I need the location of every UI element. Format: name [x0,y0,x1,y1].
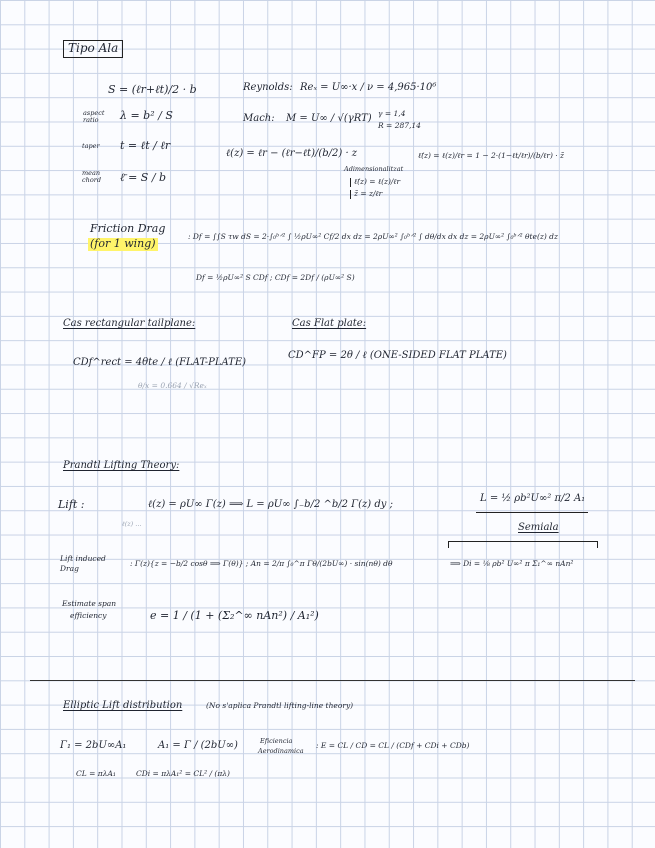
tailplane-heading: Cas rectangular tailplane: [63,318,196,329]
aero-efficiency-formula: : E = CL / CD = CL / (CDf + CDi + CDb) [316,741,470,750]
taper-formula: t = ℓt / ℓr [120,139,171,152]
mach-formula: M = U∞ / √(γRT) [286,113,372,124]
flat-plate-formula: CD^FP = 2θ / ℓ (ONE-SIDED FLAT PLATE) [288,350,507,361]
chord-law-formula: ℓ(z) = ℓr − (ℓr−ℓt)/(b/2) · z [226,148,358,159]
surface-formula: S = (ℓr+ℓt)/2 · b [108,83,197,96]
taper-label: taper [82,142,100,150]
total-lift-formula: L = ½ ρb²U∞² π/2 A₁ [480,493,586,504]
friction-drag-formula: : Df = ∫∫S τw dS = 2·∫₀ᵇᐟ² ∫ ½ρU∞² Cf/2 dx dz = 2ρU∞² ∫₀ᵇᐟ² ∫ dθ/dx dx dz = 2ρU∞² ∫₀ᵇᐟ² θte(z) dz [188,232,558,241]
reynolds-label: Reynolds: [243,82,293,93]
span-efficiency-label-2: efficiency [70,611,107,620]
induced-drag-label: Lift induced [60,554,106,563]
a1-formula: A₁ = Γ / (2bU∞) [158,740,238,751]
gas-constant-value: R = 287,14 [378,121,421,130]
adimensional-label: Adimensionalitzat [344,165,404,173]
lift-coefficient-formula: CL = πλA₁ [76,769,116,778]
induced-drag-result: ⟹ Di = ⅛ ρb² U∞² π Σ₁^∞ nAn² [450,559,574,568]
gamma-value: γ = 1,4 [378,109,406,118]
aspect-ratio-formula: λ = b² / S [120,109,173,122]
semiala-brace [448,541,598,548]
page-title: Tipo Ala [63,40,123,58]
adimensional-definition-chord: ℓ̃(z) = ℓ(z)/ℓr [350,178,400,187]
efficiency-label-2: Aerodinamica [258,747,304,755]
efficiency-label: Eficiencia [260,737,293,745]
lift-formula: ℓ(z) = ρU∞ Γ(z) ⟹ L = ρU∞ ∫₋b/2 ^b/2 Γ(z) dy ; [148,499,393,510]
prandtl-heading: Prandtl Lifting Theory: [63,460,180,471]
elliptic-note: (No s'aplica Prandtl lifting-line theory) [206,701,354,710]
induced-drag-label-2: Drag [60,564,79,573]
drag-coefficient-formula: Df = ½ρU∞² S CDf ; CDf = 2Df / (ρU∞² S) [196,273,355,282]
induced-drag-formula: : Γ(z){z = −b/2 cosθ ⟹ Γ(θ)} ; An = 2/π ∫₀^π Γθ/(2bU∞) · sin(nθ) dθ [130,559,393,568]
circulation-formula: Γ₁ = 2bU∞A₁ [60,740,127,751]
friction-drag-sublabel: (for 1 wing) [90,237,156,250]
mean-chord-label: mean chord [82,169,102,185]
span-efficiency-formula: e = 1 / (1 + (Σ₂^∞ nAn²) / A₁²) [150,609,319,622]
semiala-label: Semiala [518,522,559,533]
mean-chord-formula: ℓ̄ = S / b [120,171,167,184]
span-efficiency-label: Estimate span [62,599,117,608]
adimensional-chord-formula: ℓ̃(z) = ℓ(z)/ℓr = 1 − 2·(1−ℓt/ℓr)/(b/ℓr) · z̃ [418,151,564,160]
friction-drag-label: Friction Drag [90,222,166,235]
flat-plate-heading: Cas Flat plate: [292,318,367,329]
mach-label: Mach: [243,113,275,124]
induced-drag-coefficient-formula: CDi = πλA₁² = CL² / (πλ) [136,769,230,778]
reynolds-formula: Reₓ = U∞·x / ν = 4,965·10⁶ [300,82,437,93]
elliptic-heading: Elliptic Lift distribution [63,700,183,711]
section-divider [30,680,635,681]
adimensional-definition-span: z̃ = z/ℓr [350,190,382,199]
aspect-ratio-label: aspect ratio [83,109,105,125]
faint-scribble: ℓ(z) ... [122,520,142,528]
momentum-thickness-note: θ/x = 0.664 / √Reₓ [138,381,207,390]
tailplane-formula: CDf^rect = 4θte / ℓ (FLAT-PLATE) [73,357,247,368]
lift-label: Lift : [58,498,85,511]
total-lift-underline [476,512,588,513]
